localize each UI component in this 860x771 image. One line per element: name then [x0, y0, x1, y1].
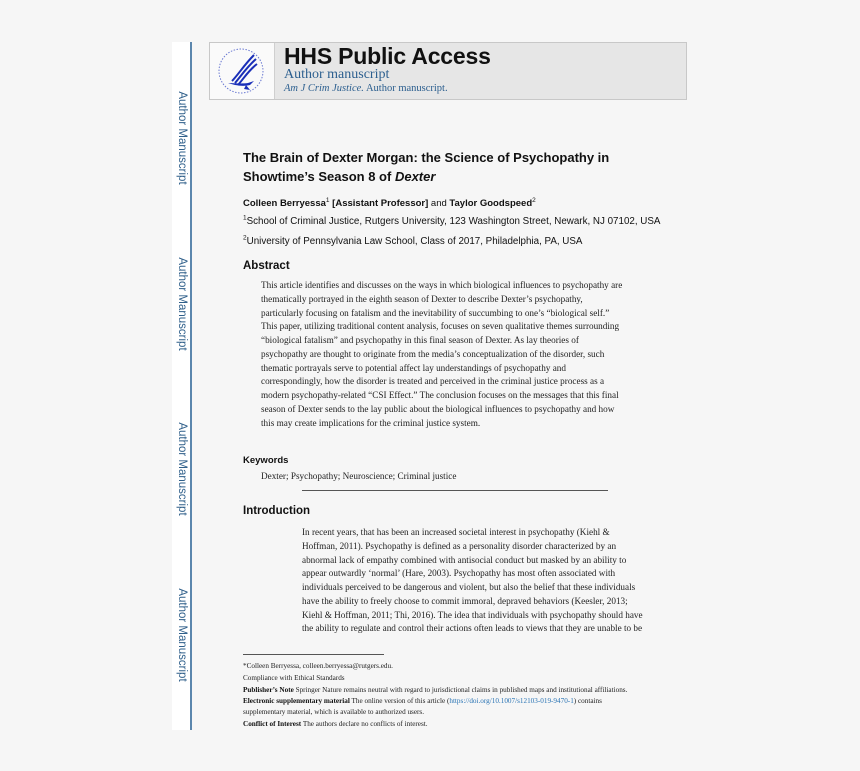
article-title: The Brain of Dexter Morgan: the Science of Psychopathy in Showtime’s Season 8 of Dexter — [243, 150, 610, 184]
section-divider — [302, 490, 608, 491]
keywords-list: Dexter; Psychopathy; Neuroscience; Criminal justice — [261, 471, 457, 481]
hhs-eagle-logo-icon — [210, 43, 274, 99]
journal-citation: Am J Crim Justice. Author manuscript. — [284, 83, 448, 94]
author-list: Colleen Berryessa$^1$ [Assistant Professor] and Taylor Goodspeed$^2$ — [243, 196, 536, 209]
introduction-heading: Introduction — [243, 505, 311, 517]
corresponding-author: *Colleen Berryessa, colleen.berryessa@rutgers.edu. — [243, 662, 393, 670]
author-manuscript-sidebar — [172, 42, 192, 730]
introduction-body: In recent years, that has been an increased societal interest in psychopathy (Kiehl & Hoffman, 2011). Psychopathy is defined as a personality disorder characterized by an abnormal lack of empathy combined with antisocial conduct but masked by an ability to appear outwardly ‘normal’ (Hare, 2003). Psychopathy has most often associated with individuals perceived to be dangerous and violent, but also the belief that these individuals have the ability to freely choose to commit immoral, depraved behaviors (Keesler, 2013; Kiehl & Hoffman, 2011; Thi, 2016). The idea that individuals with psychopathy should have the ability to regulate and control their actions often leads to views that they are unable to be — [302, 527, 643, 634]
journal-name: Am J Crim Justice. — [284, 83, 364, 94]
sidebar-label: Author Manuscript — [176, 91, 188, 185]
affiliation: $^2$University of Pennsylvania Law School, Class of 2017, Philadelphia, PA, USA — [243, 234, 583, 247]
hhs-logo — [210, 43, 275, 99]
doi-link[interactable]: https://doi.org/10.1007/s12103-019-9470-1 — [449, 697, 574, 705]
conflict-of-interest: Conflict of Interest The authors declare no conflicts of interest. — [243, 720, 428, 728]
sidebar-label: Author Manuscript — [176, 257, 188, 351]
keywords-heading: Keywords — [243, 455, 289, 466]
hhs-title: HHS Public Access — [284, 43, 491, 69]
author-name: Taylor Goodspeed — [449, 198, 533, 209]
footnote-divider — [243, 654, 384, 655]
footnotes: *Colleen Berryessa, colleen.berryessa@rutgers.edu. Compliance with Ethical Standards Publisher’s Note Springer Nature remains neutral with regard to jurisdictional claims in published maps and institutional affiliations. Electronic supplementary material The online version of this article (https://doi.org/10.1007/s12103-019-9470-1) contains supplementary material, which is available to authorized users. Conflict of Interest The authors declare no conflicts of interest. — [243, 660, 673, 730]
compliance-heading: Compliance with Ethical Standards — [243, 674, 345, 682]
manuscript-type: Author manuscript — [284, 67, 390, 82]
abstract-heading: Abstract — [243, 260, 290, 272]
publishers-note: Publisher’s Note Springer Nature remains neutral with regard to jurisdictional claims in published maps and institutional affiliations. — [243, 686, 628, 694]
author-name: Colleen Berryessa — [243, 198, 326, 209]
supplementary-note: Electronic supplementary material The online version of this article (https://doi.org/10.1007/s12103-019-9470-1) contains — [243, 697, 602, 705]
affiliation: $^1$School of Criminal Justice, Rutgers University, 123 Washington Street, Newark, NJ 07102, USA — [243, 214, 661, 227]
sidebar-label: Author Manuscript — [176, 422, 188, 516]
abstract-body: This article identifies and discusses on the ways in which biological influences to psychopathy are thematically portrayed in the eighth season of Dexter to describe Dexter’s psychopathy, particularly focusing on fatalism and the inevitability of succumbing to one’s “biological self.” This paper, utilizing traditional content analysis, focuses on seven qualitative themes surrounding “biological fatalism” and psychopathy in this final season of Dexter. As lay theories of psychopathy are thought to originate from the media’s conceptualization of the disorder, such thematic portrayals serve to potential affect lay understandings of psychopathy and correspondingly, how the disorder is treated and perceived in the criminal justice process as a modern psychopathy-related “CSI Effect.” The conclusion focuses on the messages that this final season of Dexter sends to the lay public about the biological influences to psychopathy and how this may create implications for the criminal justice system. — [261, 280, 623, 428]
hhs-header — [209, 42, 687, 100]
sidebar-label: Author Manuscript — [176, 588, 188, 682]
